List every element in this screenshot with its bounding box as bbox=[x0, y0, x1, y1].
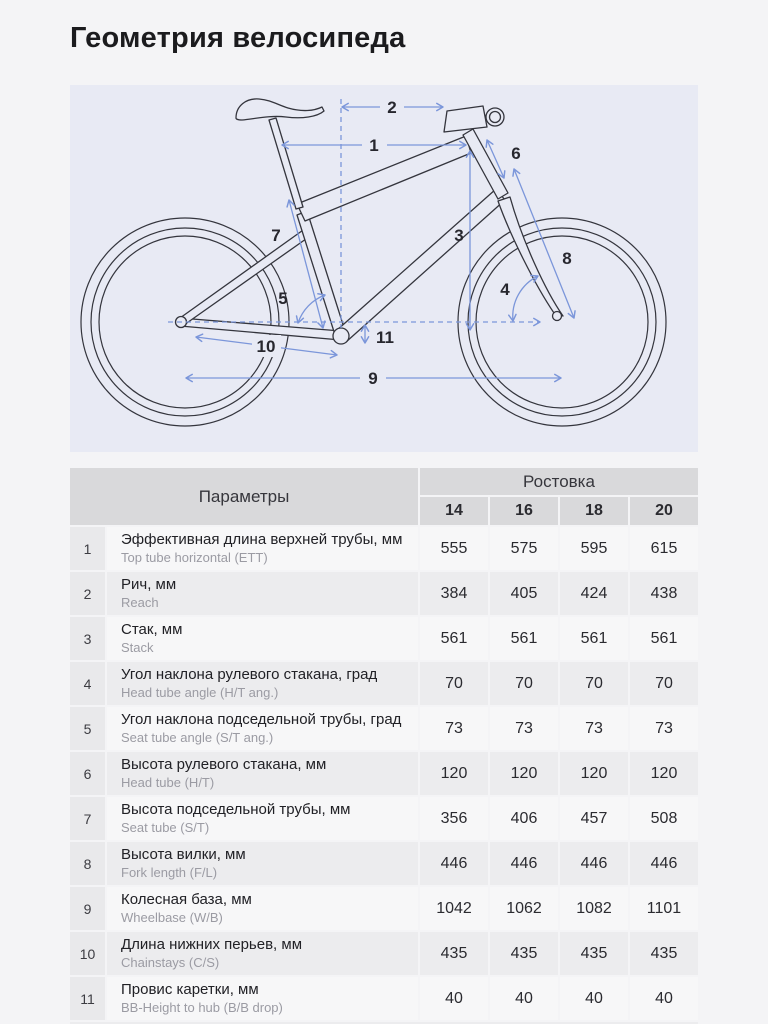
param-name-en: Reach bbox=[121, 595, 159, 610]
value-16: 561 bbox=[490, 617, 558, 660]
value-16: 1062 bbox=[490, 887, 558, 930]
table-row bbox=[70, 842, 698, 885]
bike-geometry-panel bbox=[70, 85, 698, 452]
row-number: 6 bbox=[70, 752, 105, 795]
param-name-ru: Стак, мм bbox=[121, 621, 183, 638]
param-name-ru: Высота подседельной трубы, мм bbox=[121, 801, 351, 818]
value-18: 70 bbox=[560, 662, 628, 705]
value-16: 575 bbox=[490, 527, 558, 570]
seatstay bbox=[180, 228, 313, 325]
param-name-ru: Длина нижних перьев, мм bbox=[121, 936, 303, 953]
param-name-ru: Высота рулевого стакана, мм bbox=[121, 756, 327, 773]
value-14: 73 bbox=[420, 707, 488, 750]
dim-label-10: 10 bbox=[256, 337, 276, 356]
value-20: 561 bbox=[630, 617, 698, 660]
page-title: Геометрия велосипеда bbox=[70, 22, 406, 54]
value-14: 70 bbox=[420, 662, 488, 705]
value-16: 405 bbox=[490, 572, 558, 615]
table-row bbox=[70, 752, 698, 795]
param-name-en: Fork length (F/L) bbox=[121, 865, 218, 880]
param-name-ru: Высота вилки, мм bbox=[121, 846, 246, 863]
table-row bbox=[70, 977, 698, 1020]
value-14: 120 bbox=[420, 752, 488, 795]
header-size-20: 20 bbox=[630, 497, 698, 525]
value-16: 446 bbox=[490, 842, 558, 885]
value-20: 120 bbox=[630, 752, 698, 795]
row-number: 10 bbox=[70, 932, 105, 975]
row-number: 5 bbox=[70, 707, 105, 750]
param-name-en: Head tube (H/T) bbox=[121, 775, 215, 790]
dim-label-5: 5 bbox=[278, 289, 288, 308]
table-row bbox=[70, 617, 698, 660]
value-18: 120 bbox=[560, 752, 628, 795]
value-16: 73 bbox=[490, 707, 558, 750]
value-20: 70 bbox=[630, 662, 698, 705]
value-16: 120 bbox=[490, 752, 558, 795]
value-16: 70 bbox=[490, 662, 558, 705]
header-size-18: 18 bbox=[560, 497, 628, 525]
value-20: 73 bbox=[630, 707, 698, 750]
param-name-ru: Угол наклона рулевого стакана, град bbox=[121, 666, 378, 683]
dim-label-7: 7 bbox=[271, 226, 281, 245]
param-name-en: Chainstays (C/S) bbox=[121, 955, 220, 970]
value-20: 615 bbox=[630, 527, 698, 570]
row-number: 4 bbox=[70, 662, 105, 705]
table-row bbox=[70, 932, 698, 975]
param-name-ru: Провис каретки, мм bbox=[121, 981, 259, 998]
value-20: 40 bbox=[630, 977, 698, 1020]
stem bbox=[444, 106, 487, 132]
table-row bbox=[70, 797, 698, 840]
bike-geometry-diagram bbox=[70, 85, 698, 452]
param-name-en: Head tube angle (H/T ang.) bbox=[121, 685, 279, 700]
value-16: 40 bbox=[490, 977, 558, 1020]
param-name-ru: Рич, мм bbox=[121, 576, 177, 593]
value-14: 555 bbox=[420, 527, 488, 570]
value-14: 40 bbox=[420, 977, 488, 1020]
bottom-bracket bbox=[333, 328, 349, 344]
table-row bbox=[70, 707, 698, 750]
dim-label-3: 3 bbox=[454, 226, 464, 245]
value-20: 508 bbox=[630, 797, 698, 840]
param-name-en: BB-Height to hub (B/B drop) bbox=[121, 1000, 283, 1015]
value-14: 384 bbox=[420, 572, 488, 615]
row-number: 8 bbox=[70, 842, 105, 885]
table-row bbox=[70, 887, 698, 930]
header-sizes bbox=[420, 497, 698, 525]
value-20: 438 bbox=[630, 572, 698, 615]
table-row bbox=[70, 572, 698, 615]
param-name-ru: Угол наклона подседельной трубы, град bbox=[121, 711, 402, 728]
value-18: 40 bbox=[560, 977, 628, 1020]
value-20: 446 bbox=[630, 842, 698, 885]
value-14: 356 bbox=[420, 797, 488, 840]
param-name-en: Stack bbox=[121, 640, 154, 655]
dim-label-1: 1 bbox=[369, 136, 379, 155]
front-dropout bbox=[553, 312, 562, 321]
dim-label-6: 6 bbox=[511, 144, 521, 163]
saddle bbox=[236, 99, 324, 120]
header-size-group: Ростовка bbox=[420, 468, 698, 495]
value-18: 561 bbox=[560, 617, 628, 660]
value-18: 595 bbox=[560, 527, 628, 570]
value-18: 424 bbox=[560, 572, 628, 615]
header-size-14: 14 bbox=[420, 497, 488, 525]
param-name-en: Seat tube (S/T) bbox=[121, 820, 210, 835]
dim-label-11: 11 bbox=[376, 328, 394, 347]
value-14: 446 bbox=[420, 842, 488, 885]
dim-4-headtube-angle bbox=[513, 276, 538, 321]
row-number: 3 bbox=[70, 617, 105, 660]
seat-tube bbox=[297, 211, 346, 338]
value-18: 435 bbox=[560, 932, 628, 975]
table-header bbox=[70, 468, 698, 525]
param-name-ru: Эффективная длина верхней трубы, мм bbox=[121, 531, 403, 548]
param-name-ru: Колесная база, мм bbox=[121, 891, 252, 908]
value-20: 1101 bbox=[630, 887, 698, 930]
value-18: 457 bbox=[560, 797, 628, 840]
table-row bbox=[70, 662, 698, 705]
value-20: 435 bbox=[630, 932, 698, 975]
handlebar-grip-inner bbox=[490, 112, 501, 123]
row-number: 1 bbox=[70, 527, 105, 570]
value-14: 1042 bbox=[420, 887, 488, 930]
dim-label-2: 2 bbox=[387, 98, 397, 117]
value-18: 73 bbox=[560, 707, 628, 750]
value-14: 561 bbox=[420, 617, 488, 660]
dim-label-8: 8 bbox=[562, 249, 572, 268]
table-row bbox=[70, 527, 698, 570]
value-16: 435 bbox=[490, 932, 558, 975]
param-name-en: Seat tube angle (S/T ang.) bbox=[121, 730, 274, 745]
header-size-16: 16 bbox=[490, 497, 558, 525]
row-number: 2 bbox=[70, 572, 105, 615]
dim-label-4: 4 bbox=[500, 280, 510, 299]
value-18: 1082 bbox=[560, 887, 628, 930]
param-name-en: Wheelbase (W/B) bbox=[121, 910, 223, 925]
value-14: 435 bbox=[420, 932, 488, 975]
seat-post bbox=[269, 118, 303, 209]
geometry-table bbox=[70, 468, 698, 1024]
value-18: 446 bbox=[560, 842, 628, 885]
row-number: 9 bbox=[70, 887, 105, 930]
param-name-en: Top tube horizontal (ETT) bbox=[121, 550, 268, 565]
header-params: Параметры bbox=[70, 468, 418, 525]
row-number: 7 bbox=[70, 797, 105, 840]
row-number: 11 bbox=[70, 977, 105, 1020]
value-16: 406 bbox=[490, 797, 558, 840]
down-tube bbox=[336, 189, 505, 342]
dim-label-9: 9 bbox=[368, 369, 378, 388]
